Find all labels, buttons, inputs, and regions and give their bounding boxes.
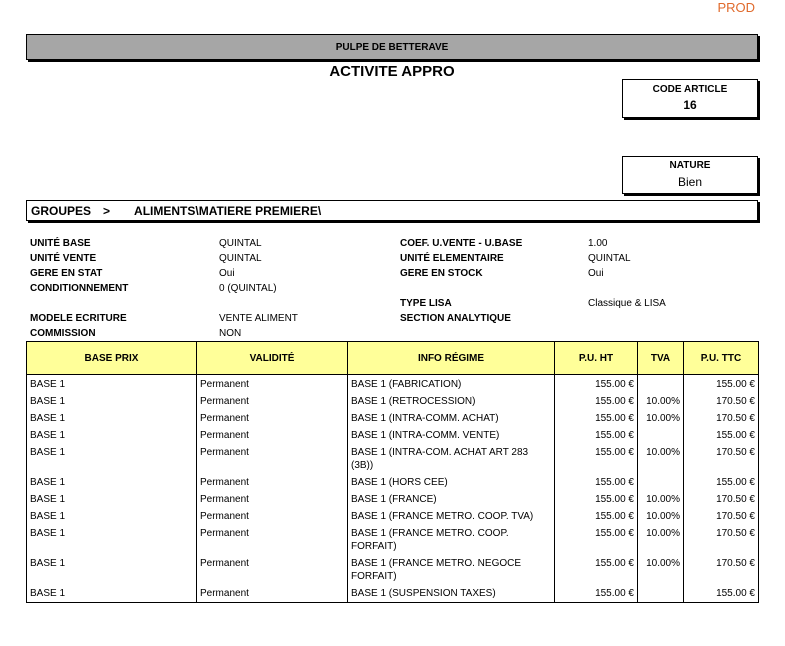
- groupes-label: GROUPES: [31, 203, 92, 218]
- tva-cell: [638, 427, 684, 444]
- pu-ht-cell: 155.00 €: [555, 555, 638, 585]
- modele-ecriture-label: MODELE ECRITURE: [30, 313, 127, 324]
- validite-cell: Permanent: [197, 410, 348, 427]
- coef-label: COEF. U.VENTE - U.BASE: [400, 238, 523, 249]
- unite-base-value: QUINTAL: [219, 238, 262, 249]
- type-lisa-label: TYPE LISA: [400, 298, 452, 309]
- tva-cell: 10.00%: [638, 393, 684, 410]
- validite-cell: Permanent: [197, 555, 348, 585]
- base-prix-cell: BASE 1: [27, 410, 197, 427]
- info-regime-cell: BASE 1 (FRANCE METRO. COOP. FORFAIT): [348, 525, 555, 555]
- unite-elementaire-value: QUINTAL: [588, 253, 631, 264]
- base-prix-cell: BASE 1: [27, 375, 197, 394]
- table-row: [27, 375, 759, 394]
- col-header-pu-ht: P.U. HT: [555, 342, 638, 375]
- base-prix-cell: BASE 1: [27, 585, 197, 603]
- pu-ht-cell: 155.00 €: [555, 375, 638, 394]
- table-row: [27, 410, 759, 427]
- gere-stat-value: Oui: [219, 268, 235, 279]
- conditionnement-value: 0 (QUINTAL): [219, 283, 277, 294]
- pu-ht-cell: 155.00 €: [555, 393, 638, 410]
- base-prix-cell: BASE 1: [27, 525, 197, 555]
- pu-ttc-cell: 155.00 €: [684, 375, 759, 394]
- col-header-tva: TVA: [638, 342, 684, 375]
- modele-ecriture-value: VENTE ALIMENT: [219, 313, 298, 324]
- info-regime-cell: BASE 1 (FABRICATION): [348, 375, 555, 394]
- type-lisa-value: Classique & LISA: [588, 298, 666, 309]
- code-article-label: CODE ARTICLE: [652, 84, 728, 95]
- base-prix-cell: BASE 1: [27, 444, 197, 474]
- table-row: [27, 393, 759, 410]
- unite-vente-label: UNITÉ VENTE: [30, 253, 97, 264]
- table-header-row: [27, 342, 759, 375]
- coef-value: 1.00: [588, 238, 608, 249]
- code-article-box: [622, 79, 758, 118]
- tva-cell: 10.00%: [638, 555, 684, 585]
- info-regime-cell: BASE 1 (HORS CEE): [348, 474, 555, 491]
- validite-cell: Permanent: [197, 525, 348, 555]
- validite-cell: Permanent: [197, 508, 348, 525]
- unite-vente-value: QUINTAL: [219, 253, 262, 264]
- commission-value: NON: [219, 328, 242, 339]
- commission-label: COMMISSION: [30, 328, 96, 339]
- price-table: [26, 341, 759, 603]
- gere-stock-label: GERE EN STOCK: [400, 268, 483, 279]
- col-header-validite: VALIDITÉ: [197, 342, 348, 375]
- code-article-value: 16: [683, 98, 697, 112]
- table-row: [27, 508, 759, 525]
- pu-ttc-cell: 155.00 €: [684, 585, 759, 603]
- pu-ttc-cell: 170.50 €: [684, 393, 759, 410]
- pu-ht-cell: 155.00 €: [555, 491, 638, 508]
- nature-value: Bien: [677, 175, 703, 189]
- tva-cell: 10.00%: [638, 491, 684, 508]
- unite-elementaire-label: UNITÉ ELEMENTAIRE: [400, 253, 504, 264]
- validite-cell: Permanent: [197, 585, 348, 603]
- tva-cell: 10.00%: [638, 444, 684, 474]
- table-row: [27, 427, 759, 444]
- base-prix-cell: BASE 1: [27, 555, 197, 585]
- info-regime-cell: BASE 1 (RETROCESSION): [348, 393, 555, 410]
- page-title: ACTIVITE APPRO: [329, 63, 455, 80]
- info-regime-cell: BASE 1 (INTRA-COMM. ACHAT): [348, 410, 555, 427]
- groupes-separator: >: [103, 203, 111, 218]
- tva-cell: 10.00%: [638, 508, 684, 525]
- gere-stock-value: Oui: [588, 268, 604, 279]
- validite-cell: Permanent: [197, 393, 348, 410]
- pu-ht-cell: 155.00 €: [555, 444, 638, 474]
- col-header-base-prix: BASE PRIX: [27, 342, 197, 375]
- pu-ht-cell: 155.00 €: [555, 427, 638, 444]
- tva-cell: [638, 474, 684, 491]
- table-row: [27, 491, 759, 508]
- product-name-band: PULPE DE BETTERAVE: [26, 34, 758, 60]
- tva-cell: [638, 585, 684, 603]
- tva-cell: 10.00%: [638, 410, 684, 427]
- nature-label: NATURE: [669, 160, 711, 171]
- nature-box: [622, 156, 758, 194]
- info-regime-cell: BASE 1 (INTRA-COM. ACHAT ART 283 (3B)): [348, 444, 555, 474]
- validite-cell: Permanent: [197, 444, 348, 474]
- tva-cell: 10.00%: [638, 525, 684, 555]
- table-row: [27, 474, 759, 491]
- pu-ht-cell: 155.00 €: [555, 525, 638, 555]
- base-prix-cell: BASE 1: [27, 508, 197, 525]
- info-regime-cell: BASE 1 (FRANCE METRO. NEGOCE FORFAIT): [348, 555, 555, 585]
- validite-cell: Permanent: [197, 427, 348, 444]
- info-regime-cell: BASE 1 (FRANCE METRO. COOP. TVA): [348, 508, 555, 525]
- base-prix-cell: BASE 1: [27, 491, 197, 508]
- gere-stat-label: GERE EN STAT: [30, 268, 103, 279]
- validite-cell: Permanent: [197, 375, 348, 394]
- pu-ttc-cell: 170.50 €: [684, 525, 759, 555]
- col-header-pu-ttc: P.U. TTC: [684, 342, 759, 375]
- tva-cell: [638, 375, 684, 394]
- base-prix-cell: BASE 1: [27, 427, 197, 444]
- pu-ht-cell: 155.00 €: [555, 410, 638, 427]
- pu-ttc-cell: 155.00 €: [684, 474, 759, 491]
- table-row: [27, 525, 759, 555]
- info-regime-cell: BASE 1 (SUSPENSION TAXES): [348, 585, 555, 603]
- info-regime-cell: BASE 1 (INTRA-COMM. VENTE): [348, 427, 555, 444]
- table-row: [27, 585, 759, 603]
- pu-ttc-cell: 170.50 €: [684, 508, 759, 525]
- validite-cell: Permanent: [197, 491, 348, 508]
- groupes-value: ALIMENTS\MATIERE PREMIERE\: [134, 203, 322, 218]
- pu-ttc-cell: 170.50 €: [684, 444, 759, 474]
- unite-base-label: UNITÉ BASE: [30, 238, 91, 249]
- base-prix-cell: BASE 1: [27, 393, 197, 410]
- base-prix-cell: BASE 1: [27, 474, 197, 491]
- pu-ht-cell: 155.00 €: [555, 508, 638, 525]
- col-header-info-regime: INFO RÉGIME: [348, 342, 555, 375]
- environment-label: PROD: [717, 0, 755, 15]
- table-row: [27, 444, 759, 474]
- pu-ht-cell: 155.00 €: [555, 474, 638, 491]
- table-row: [27, 555, 759, 585]
- validite-cell: Permanent: [197, 474, 348, 491]
- pu-ttc-cell: 170.50 €: [684, 491, 759, 508]
- pu-ttc-cell: 170.50 €: [684, 410, 759, 427]
- pu-ttc-cell: 170.50 €: [684, 555, 759, 585]
- info-regime-cell: BASE 1 (FRANCE): [348, 491, 555, 508]
- groupes-bar: [26, 200, 758, 221]
- section-analytique-label: SECTION ANALYTIQUE: [400, 313, 511, 324]
- conditionnement-label: CONDITIONNEMENT: [30, 283, 129, 294]
- pu-ht-cell: 155.00 €: [555, 585, 638, 603]
- pu-ttc-cell: 155.00 €: [684, 427, 759, 444]
